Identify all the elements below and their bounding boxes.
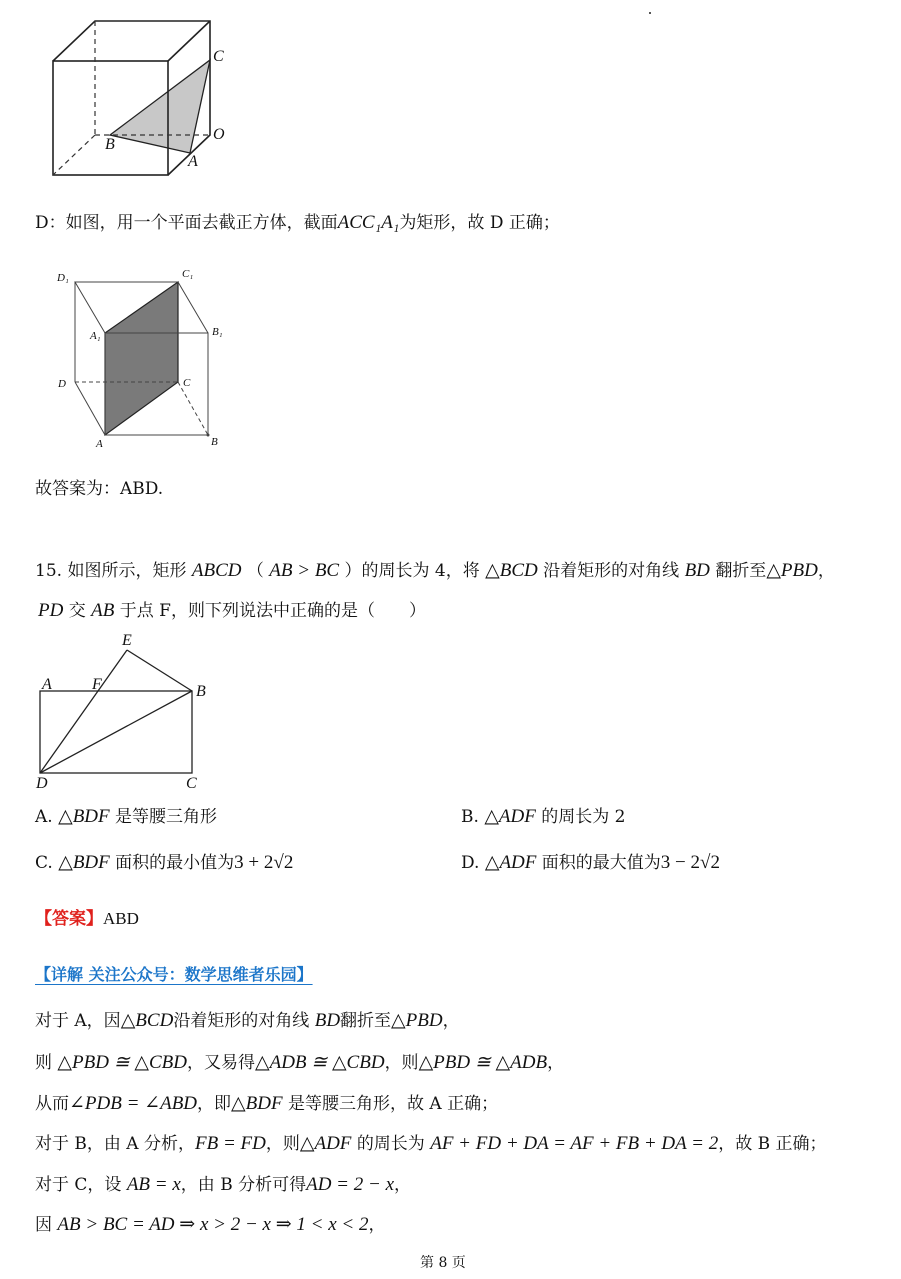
math-expr: ABCD [191, 560, 242, 581]
figure-rectangle-fold [30, 640, 220, 790]
text-segment: 的周长为 2 [541, 807, 626, 827]
stray-dot [649, 12, 651, 14]
math-value: 3 + 2√2 [234, 852, 294, 873]
text-segment: ）的周长为 4，将 [344, 561, 480, 581]
text-segment: D：如图，用一个平面去截正方体，截面 [35, 213, 338, 233]
math-expr: AB > BC = AD ⇒ x > 2 − x ⇒ 1 < x < 2 [57, 1214, 369, 1235]
math-expr: △ADB ≅ △CBD [254, 1052, 385, 1073]
question-15-line1 [35, 560, 835, 582]
text-segment: 对于 B，由 A 分析， [35, 1134, 195, 1154]
section-triangle [110, 60, 210, 153]
text-segment: ， [394, 1175, 412, 1195]
math-expr: AB [91, 600, 115, 621]
option-letter: A. [35, 807, 53, 827]
question-15-line2 [38, 600, 426, 622]
math-expr: BD [314, 1010, 341, 1031]
fig3-label-b: B [196, 683, 206, 700]
text-segment: 翻折至 [715, 561, 767, 581]
text-segment: 对于 C，设 [35, 1175, 122, 1195]
fig2-label-c1: C₁ [182, 268, 194, 280]
option-c [35, 852, 293, 874]
text-segment: 是等腰三角形 [115, 807, 218, 827]
math-expr: △PBD [766, 560, 818, 581]
text-segment: 为矩形，故 D 正确； [399, 213, 560, 233]
text-segment: 沿着矩形的对角线 [173, 1011, 310, 1031]
fig1-label-c: C [213, 48, 224, 65]
math-expr: △BCD [485, 560, 538, 581]
fig3-label-d: D [36, 775, 48, 792]
fig1-label-o: O [213, 126, 225, 143]
text-segment: ， [817, 561, 835, 581]
text-segment: 面积的最大值为 [541, 853, 661, 873]
text-segment: 沿着矩形的对角线 [543, 561, 680, 581]
conclusion-text: 故答案为：ABD. [35, 479, 164, 499]
math-expr: △ADF [484, 806, 536, 827]
text-segment: ， [368, 1215, 386, 1235]
text-segment: 从而 [35, 1094, 69, 1114]
math-expr: BD [684, 560, 710, 581]
text-segment: ，即 [197, 1094, 232, 1114]
math-expr: △BDF [231, 1093, 283, 1114]
fig2-label-b1: B₁ [212, 326, 223, 338]
solution-line-1 [35, 1010, 460, 1032]
math-value: 3 − 2√2 [660, 852, 720, 873]
option-letter: C. [35, 853, 53, 873]
math-expr: AD = 2 − x [306, 1174, 395, 1195]
fig1-label-b: B [105, 136, 115, 153]
text-segment: 于点 F，则下列说法中正确的是（ ） [119, 601, 426, 621]
answer-value: ABD [103, 909, 139, 928]
text-segment: 15. 如图所示，矩形 [35, 561, 187, 581]
option-d-explanation [35, 212, 560, 234]
text-segment: 是等腰三角形，故 A 正确； [287, 1094, 499, 1114]
solution-line-3 [35, 1093, 498, 1115]
math-expr: △BDF [58, 852, 110, 873]
math-expr: △ADF [484, 852, 537, 873]
text-segment: ，又易得 [186, 1053, 255, 1073]
fig3-label-e: E [122, 632, 132, 649]
fig2-label-d: D [58, 378, 66, 390]
text-segment: ， [547, 1053, 565, 1073]
math-expr: AB = x [126, 1174, 181, 1195]
math-expr: △PBD [391, 1010, 443, 1031]
figure-cube-section [45, 15, 245, 185]
fig3-label-a: A [42, 676, 52, 693]
option-letter: D. [461, 853, 480, 873]
text-segment: ，故 B 正确； [718, 1134, 827, 1154]
text-segment: 则 [35, 1053, 52, 1073]
fig2-label-c: C [183, 377, 191, 389]
math-expr: AF + FD + DA = AF + FB + DA = 2 [430, 1133, 719, 1154]
text-segment: 面积的最小值为 [115, 853, 235, 873]
math-expr: △BDF [58, 806, 110, 827]
fig2-label-b: B [211, 436, 218, 448]
text-segment: ，则 [265, 1134, 300, 1154]
math-expr: PD [38, 600, 64, 621]
solution-line-2 [35, 1052, 564, 1074]
fig3-label-f: F [92, 676, 102, 693]
answer-label: 【答案】 [35, 909, 103, 929]
detail-label: 【详解 关注公众号：数学思维者乐园】 [35, 965, 313, 984]
fig3-label-c: C [186, 775, 197, 792]
math-expr: AB > BC [269, 560, 340, 581]
page-number: 第 8 页 [420, 1255, 466, 1271]
solution-line-6 [35, 1214, 385, 1236]
fig2-label-a1: A₁ [90, 330, 101, 342]
math-expr: △PBD ≅ △CBD [57, 1052, 187, 1073]
text-segment: （ [246, 561, 264, 581]
solution-line-4 [35, 1133, 827, 1155]
answer-line [35, 908, 139, 930]
math-expr: FB = FD [194, 1133, 266, 1154]
text-segment: 对于 A，因 [35, 1011, 121, 1031]
math-expr: △PBD ≅ △ADB [418, 1052, 548, 1073]
math-expr: ∠PDB = ∠ABD [69, 1093, 198, 1114]
option-d [461, 852, 720, 874]
text-segment: 的周长为 [356, 1134, 425, 1154]
text-segment: 翻折至 [340, 1011, 392, 1031]
figure-cube-rectangle [60, 270, 230, 450]
fig2-label-a: A [96, 438, 103, 450]
fig2-label-d1: D₁ [57, 272, 69, 284]
section-rectangle [105, 282, 178, 435]
math-expr: △ADF [299, 1133, 352, 1154]
solution-line-5 [35, 1174, 411, 1196]
option-b [461, 806, 626, 828]
text-segment: ，由 B 分析可得 [180, 1175, 307, 1195]
math-expr: △BCD [120, 1010, 174, 1031]
fig1-label-a: A [188, 153, 198, 170]
text-segment: 交 [68, 601, 86, 621]
text-segment: ，则 [384, 1053, 419, 1073]
text-segment: ， [442, 1011, 460, 1031]
text-segment: 因 [35, 1215, 52, 1235]
option-letter: B. [461, 807, 479, 827]
option-a [35, 806, 217, 828]
math-expr: ACC₁A₁ [337, 212, 400, 233]
